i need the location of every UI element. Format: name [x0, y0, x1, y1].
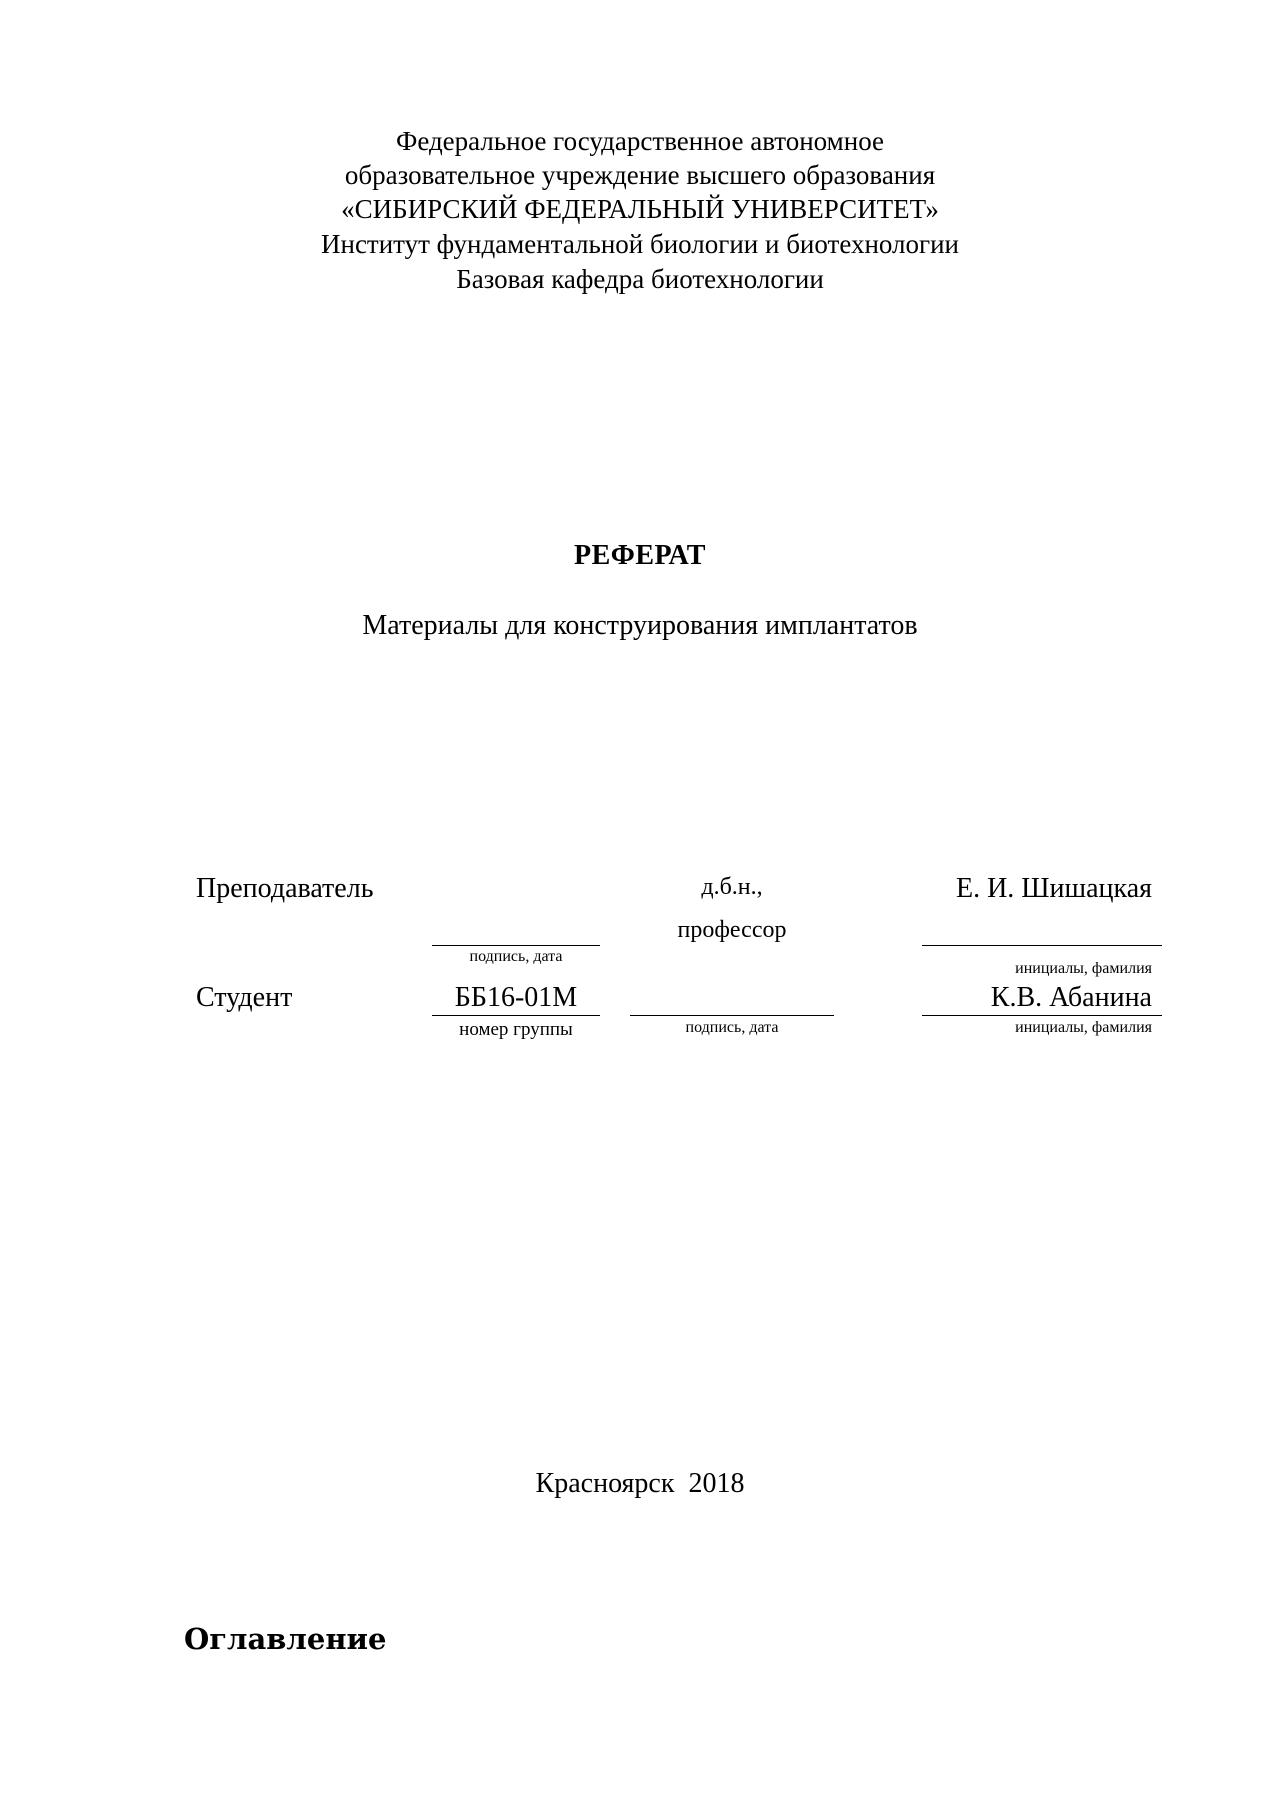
student-name: К.В. Абанина: [990, 982, 1152, 1013]
student-name-caption: инициалы, фамилия: [1015, 1019, 1152, 1036]
teacher-role-label: Преподаватель: [196, 873, 374, 904]
teacher-name: Е. И. Шишацкая: [955, 873, 1152, 904]
student-name-line: [922, 1015, 1162, 1016]
student-signature-caption: подпись, дата: [685, 1019, 779, 1036]
teacher-name-caption: инициалы, фамилия: [1015, 960, 1152, 977]
teacher-name-line: [922, 945, 1162, 946]
header-line-department: Базовая кафедра биотехнологии: [456, 264, 824, 294]
student-group-caption: номер группы: [459, 1019, 573, 1040]
header-line-institute: Институт фундаментальной биологии и биотехнологии: [321, 229, 959, 259]
header-line-university: «СИБИРСКИЙ ФЕДЕРАЛЬНЫЙ УНИВЕРСИТЕТ»: [341, 194, 939, 224]
student-group-line: [432, 1015, 600, 1016]
teacher-signature-caption: подпись, дата: [469, 948, 563, 965]
student-group: ББ16-01М: [454, 982, 578, 1013]
document-topic: Материалы для конструирования имплантатов: [362, 610, 918, 641]
header-line-institution-type: образовательное учреждение высшего образования: [344, 160, 936, 190]
header-line-federal: Федеральное государственное автономное: [395, 126, 885, 156]
teacher-position: профессор: [677, 917, 787, 943]
teacher-signature-line: [432, 945, 600, 946]
student-role-label: Студент: [196, 982, 293, 1013]
document-type-title: РЕФЕРАТ: [574, 540, 706, 571]
toc-heading: Оглавление: [184, 1622, 387, 1656]
student-signature-line: [630, 1015, 834, 1016]
city-year: Красноярск 2018: [535, 1468, 745, 1499]
teacher-degree: д.б.н.,: [701, 874, 763, 900]
